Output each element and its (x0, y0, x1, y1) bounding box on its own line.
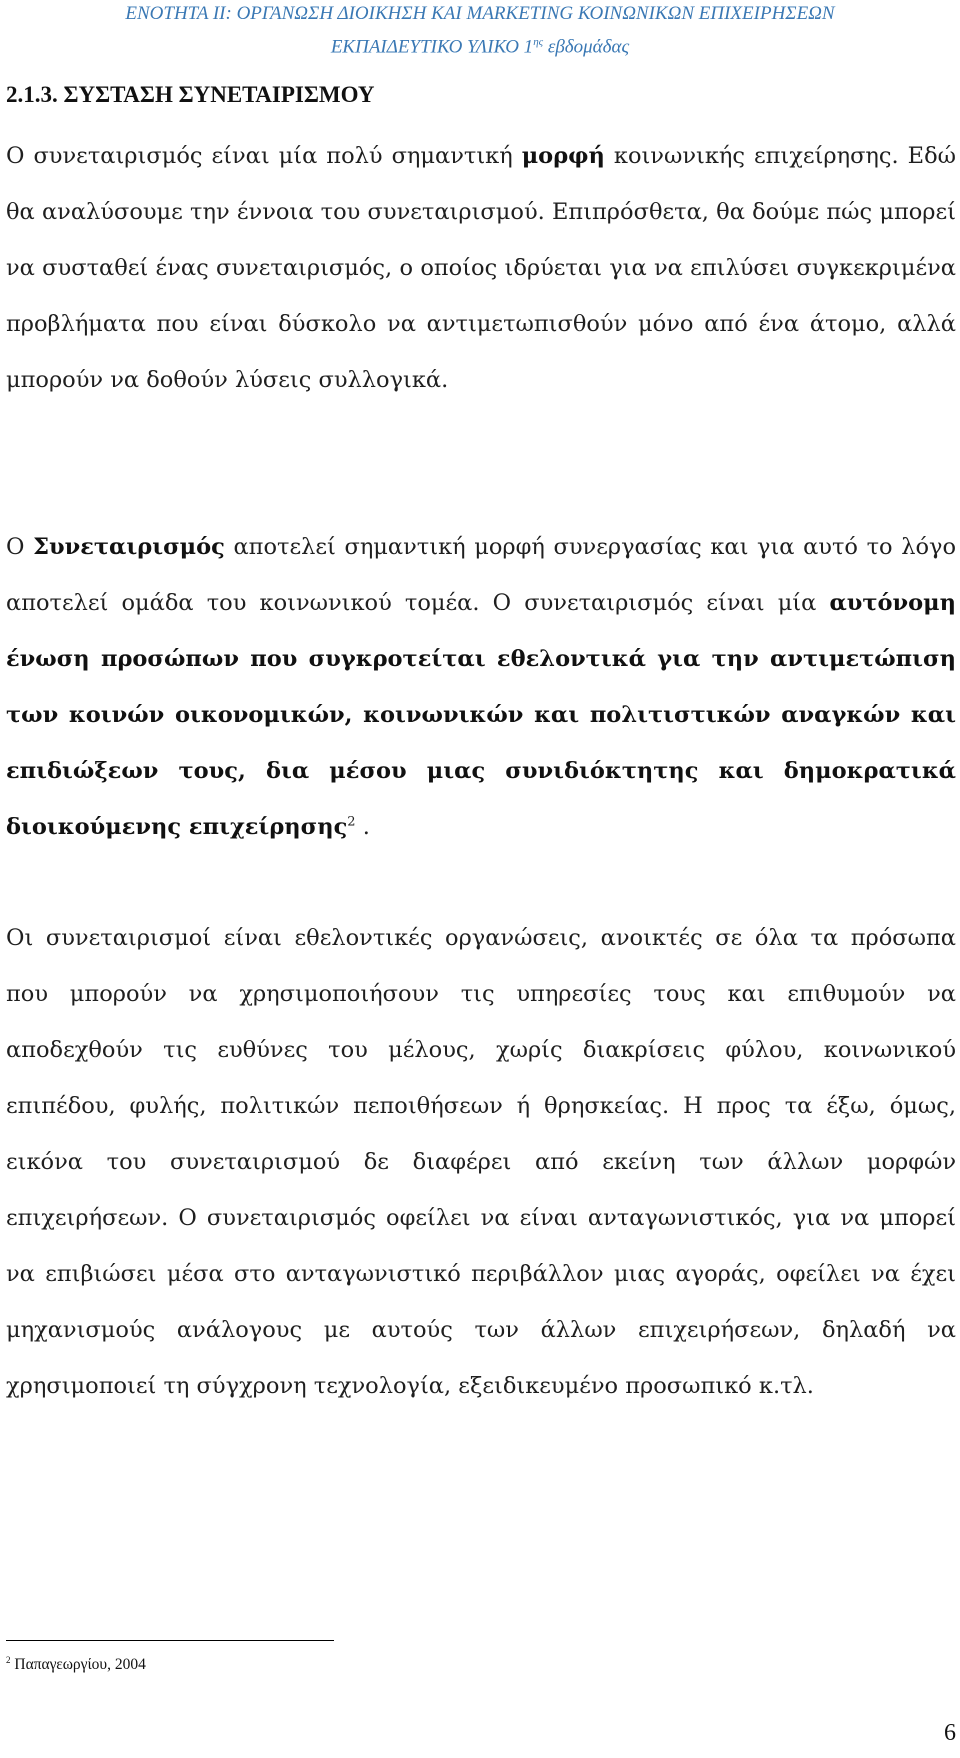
bold-term: μορφή (521, 143, 605, 169)
paragraph-intro: Ο συνεταιρισμός είναι μία πολύ σημαντική μορφή κοινωνικής επιχείρησης. Εδώ θα αναλύσουμε την έννοια του συνεταιρισμού. Επιπρόσθετα, θα δούμε πώς μπορεί να συσταθεί ένας συνεταιρισμός, ο οποίος ιδρύεται για να επιλύσει συγκεκριμένα προβλήματα που είναι δύσκολο να αντιμετωπισθούν μόνο από ένα άτομο, αλλά μπορούν να δοθούν λύσεις συλλογικά. (6, 143, 956, 393)
footnote-reference[interactable]: 2 (347, 814, 356, 830)
footnote-text: Παπαγεωργίου, 2004 (10, 1656, 146, 1674)
bold-definition: αυτόνομη ένωση προσώπων που συγκροτείται εθελοντικά για την αντιμετώπιση των κοινών οικονομικών, κοινωνικών και πολιτιστικών αναγκών και επιδιώξεων τους, δια μέσου μιας συνιδιόκτητης και δημοκρατικά διοικούμενης επιχείρησης (6, 590, 956, 840)
header-material-label: ΕΚΠΑΙΔΕΥΤΙΚΟ ΥΛΙΚΟ $1^{\eta\varsigma}$ εβδομάδας (330, 36, 630, 58)
section-heading: 2.1.3. ΣΥΣΤΑΣΗ ΣΥΝΕΤΑΙΡΙΣΜΟΥ (6, 82, 375, 107)
footnote (6, 1655, 146, 1674)
paragraph-characteristics: Οι συνεταιρισμοί είναι εθελοντικές οργανώσεις, ανοικτές σε όλα τα πρόσωπα που μπορούν να χρησιμοποιήσουν τις υπηρεσίες τους και επιθυμούν να αποδεχθούν τις ευθύνες του μέλους, χωρίς διακρίσεις φύλου, κοινωνικού επιπέδου, φυλής, πολιτικών πεποιθήσεων ή θρησκείας. Η προς τα έξω, όμως, εικόνα του συνεταιρισμού δε διαφέρει από εκείνη των άλλων μορφών επιχειρήσεων. Ο συνεταιρισμός οφείλει να είναι ανταγωνιστικός, για να μπορεί να επιβιώσει μέσα στο ανταγωνιστικό περιβάλλον μιας αγοράς, οφείλει να έχει μηχανισμούς ανάλογους με αυτούς των άλλων επιχειρήσεων, δηλαδή να χρησιμοποιεί τη σύγχρονη τεχνολογία, εξειδικευμένο προσωπικό κ.τλ. (6, 925, 956, 1399)
paragraph-definition: Ο Συνεταιρισμός αποτελεί σημαντική μορφή συνεργασίας και για αυτό το λόγο αποτελεί ομάδα του κοινωνικού τομέα. Ο συνεταιρισμός είναι μία αυτόνομη ένωση προσώπων που συγκροτείται εθελοντικά για την αντιμετώπιση των κοινών οικονομικών, κοινωνικών και πολιτιστικών αναγκών και επιδιώξεων τους, δια μέσου μιας συνιδιόκτητης και δημοκρατικά διοικούμενης επιχείρησης$^2$ . (6, 534, 956, 840)
page-number: 6 (944, 1720, 956, 1746)
bold-term: Συνεταιρισμός (33, 534, 225, 560)
header-course-title: ΕΝΟΤΗΤΑ ΙΙ: ΟΡΓΑΝΩΣΗ ΔΙΟΙΚΗΣΗ ΚΑΙ MARKETING ΚΟΙΝΩΝΙΚΩΝ ΕΠΙΧΕΙΡΗΣΕΩΝ (125, 3, 835, 24)
page-header (0, 0, 960, 61)
footnote-divider (6, 1640, 334, 1641)
footnote-number: 2 (6, 1655, 11, 1665)
